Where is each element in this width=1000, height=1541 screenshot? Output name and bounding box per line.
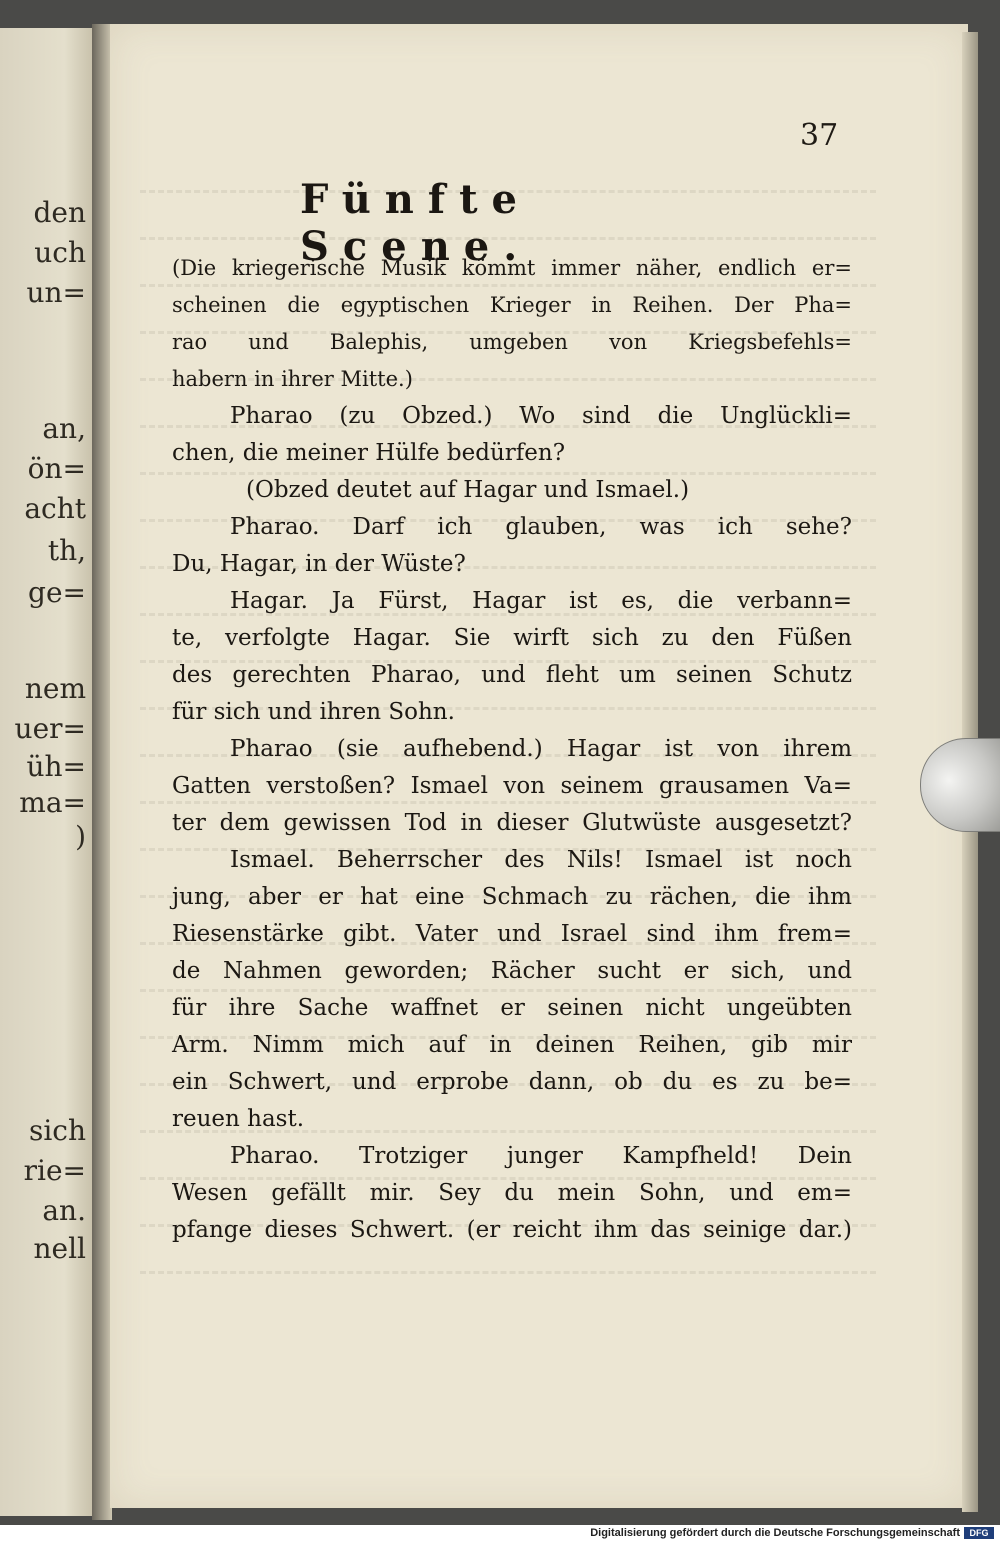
text-line: ein Schwert, und erprobe dann, ob du es zu be=: [172, 1069, 852, 1095]
text-line: Riesenstärke gibt. Vater und Israel sind ihm frem=: [172, 921, 852, 947]
page-number: 37: [800, 118, 839, 153]
left-page-fragment: sich: [28, 1114, 86, 1147]
text-line: rao und Balephis, umgeben von Kriegsbefehls=: [172, 330, 852, 354]
left-page-fragment: üh=: [26, 750, 86, 783]
text-line: jung, aber er hat eine Schmach zu rächen, die ihm: [172, 884, 852, 910]
text-line: scheinen die egyptischen Krieger in Reihen. Der Pha=: [172, 293, 852, 317]
left-page-fragment: ma=: [19, 786, 86, 819]
text-line: chen, die meiner Hülfe bedürfen?: [172, 440, 566, 466]
dfg-logo: DFG: [964, 1527, 994, 1539]
left-page-fragment: an.: [42, 1194, 86, 1227]
text-line: Pharao (zu Obzed.) Wo sind die Unglückli=: [230, 403, 852, 429]
text-line: (Obzed deutet auf Hagar und Ismael.): [246, 477, 690, 503]
gutter-shadow: [92, 24, 112, 1520]
text-line: Hagar. Ja Fürst, Hagar ist es, die verbann=: [230, 588, 852, 614]
page-tab-marker: [920, 738, 1000, 832]
text-line: habern in ihrer Mitte.): [172, 367, 413, 391]
text-line: (Die kriegerische Musik kömmt immer näher, endlich er=: [172, 256, 852, 280]
left-page-fragment: ): [75, 820, 86, 853]
left-page-fragment: an,: [42, 412, 86, 445]
left-page-fragment: un=: [26, 276, 86, 309]
text-line: Pharao. Darf ich glauben, was ich sehe?: [230, 514, 852, 540]
left-page-fragment: rie=: [23, 1154, 86, 1187]
text-line: de Nahmen geworden; Rächer sucht er sich, und: [172, 958, 852, 984]
text-line: te, verfolgte Hagar. Sie wirft sich zu den Füßen: [172, 625, 852, 651]
text-line: reuen hast.: [172, 1106, 305, 1132]
left-page-fragment: th,: [47, 534, 86, 567]
text-line: Wesen gefällt mir. Sey du mein Sohn, und em=: [172, 1180, 852, 1206]
left-page-fragment: nem: [24, 672, 86, 705]
text-line: für sich und ihren Sohn.: [172, 699, 455, 725]
left-page-fragment: den: [33, 196, 86, 229]
body-text: [172, 250, 852, 1249]
left-page-fragment: ön=: [27, 452, 86, 485]
left-page-fragment: acht: [24, 492, 86, 525]
left-page-fragment: uer=: [14, 712, 86, 745]
scene-title: Fünfte Scene.: [300, 176, 532, 270]
left-page: [0, 28, 94, 1516]
left-page-fragment: ge=: [28, 576, 86, 609]
text-line: Du, Hagar, in der Wüste?: [172, 551, 466, 577]
text-line: ter dem gewissen Tod in dieser Glutwüste ausgesetzt?: [172, 810, 852, 836]
text-line: Pharao. Trotziger junger Kampfheld! Dein: [230, 1143, 852, 1169]
text-line: Ismael. Beherrscher des Nils! Ismael ist noch: [230, 847, 852, 873]
left-page-fragment: uch: [34, 236, 86, 269]
left-page-fragment: nell: [33, 1232, 86, 1265]
text-line: Pharao (sie aufhebend.) Hagar ist von ihrem: [230, 736, 852, 762]
text-line: Arm. Nimm mich auf in deinen Reihen, gib mir: [172, 1032, 852, 1058]
text-line: für ihre Sache waffnet er seinen nicht ungeübten: [172, 995, 852, 1021]
funding-credit: Digitalisierung gefördert durch die Deutsche Forschungsgemeinschaft: [590, 1527, 960, 1539]
text-line: pfange dieses Schwert. (er reicht ihm das seinige dar.): [172, 1217, 852, 1243]
text-line: Gatten verstoßen? Ismael von seinem grausamen Va=: [172, 773, 852, 799]
text-line: des gerechten Pharao, und fleht um seinen Schutz: [172, 662, 852, 688]
